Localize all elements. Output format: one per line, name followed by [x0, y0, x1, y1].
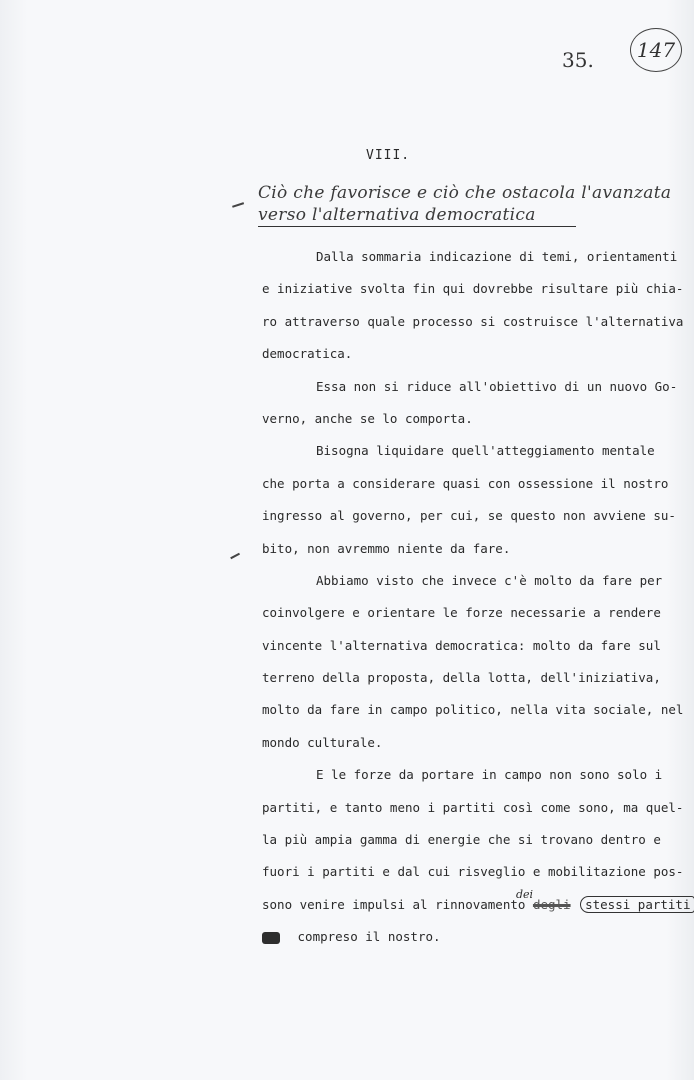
body-line: verno, anche se lo comporta.: [262, 410, 473, 426]
handwritten-title: [258, 182, 678, 227]
body-line: [262, 928, 658, 960]
body-line: che porta a considerare quasi con ossessione il nostro: [262, 475, 669, 491]
body-line-with-corrections: [262, 887, 691, 928]
struck-out-word-blot: [262, 932, 280, 944]
archive-number-circled: 147: [630, 28, 682, 72]
body-line: Dalla sommaria indicazione di temi, orientamenti: [316, 249, 678, 264]
body-line: Essa non si riduce all'obiettivo di un nuovo Go-: [316, 378, 678, 394]
body-line: ro attraverso quale processo si costruisce l'alternativa: [262, 313, 684, 329]
body-line: fuori i partiti e dal cui risveglio e mobilitazione pos-: [262, 864, 684, 880]
struck-word: degli: [532, 896, 571, 912]
body-line: mondo culturale.: [262, 734, 383, 750]
body-line: partiti, e tanto meno i partiti così come sono, ma quel-: [262, 799, 684, 815]
body-line: la più ampia gamma di energie che si trovano dentro e: [262, 832, 661, 848]
margin-dash-mark: [232, 202, 244, 207]
handwritten-title-line-1: Ciò che favorisce e ciò che ostacola l'avanzata: [258, 183, 672, 203]
body-line: coinvolgere e orientare le forze necessarie a rendere: [262, 605, 661, 621]
typewritten-body: [262, 248, 691, 961]
body-line: Abbiamo visto che invece c'è molto da fare per: [316, 572, 663, 588]
body-text: compreso il nostro.: [297, 929, 441, 945]
body-line: molto da fare in campo politico, nella vita sociale, nel: [262, 702, 684, 718]
margin-tick-mark: [230, 553, 240, 559]
body-text: sono venire impulsi al rinnovamento: [262, 896, 526, 912]
body-line: e iniziative svolta fin qui dovrebbe risultare più chia-: [262, 281, 684, 297]
boxed-correction: stessi partiti: [580, 896, 694, 913]
body-line: vincente l'alternativa democratica: molto da fare sul: [262, 637, 661, 653]
body-line: ingresso al governo, per cui, se questo non avviene su-: [262, 508, 676, 524]
body-line: bito, non avremmo niente da fare.: [262, 540, 511, 556]
section-heading: VIII.: [366, 148, 411, 163]
body-line: Bisogna liquidare quell'atteggiamento mentale: [316, 443, 655, 459]
page-number: 35.: [562, 48, 594, 72]
body-line: terreno della proposta, della lotta, dell'iniziativa,: [262, 670, 661, 686]
handwritten-insertion: dei: [516, 887, 534, 901]
body-line: E le forze da portare in campo non sono solo i: [316, 767, 663, 783]
body-line: democratica.: [262, 346, 353, 362]
handwritten-title-line-2: verso l'alternativa democratica: [258, 204, 576, 227]
